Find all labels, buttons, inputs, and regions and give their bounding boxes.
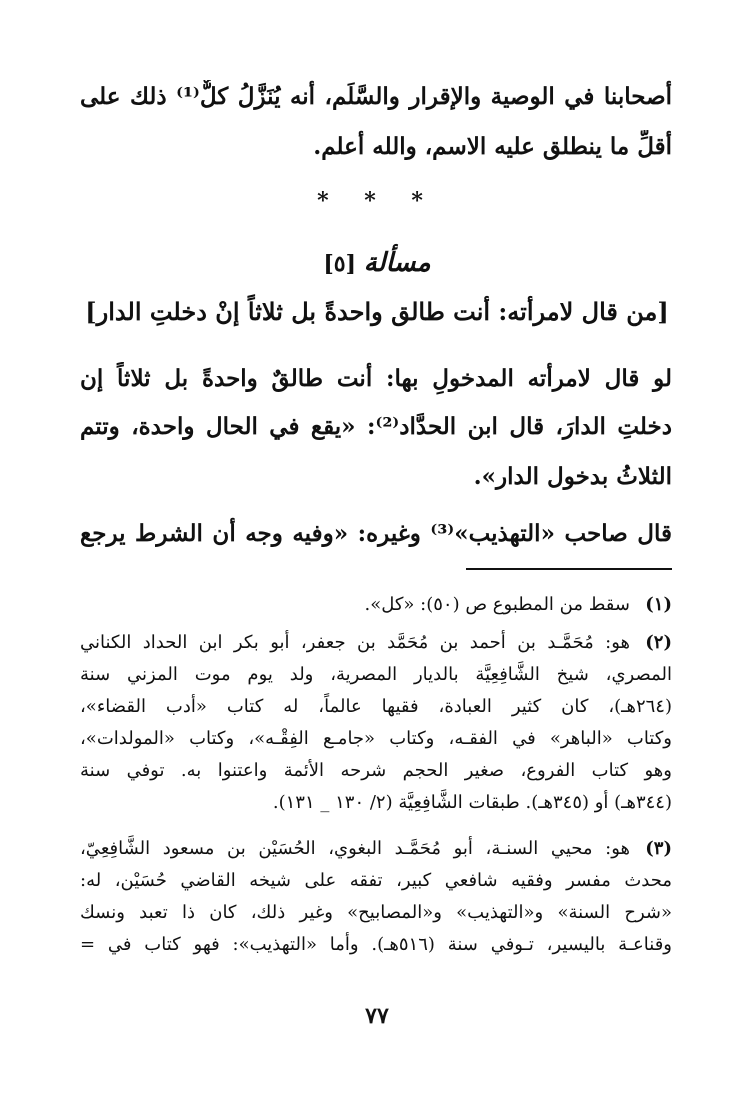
page-number: ٧٧ <box>365 1003 389 1029</box>
body-line-3: لو قال لامرأته المدخولِ بها: أنت طالقٌ واحدةً بل ثلاثاً إن <box>80 365 672 392</box>
masala-title: مسألة <box>363 248 431 278</box>
footnote-line: المصري، شيخ الشَّافِعِيَّة بالديار المصرية، ولد يوم موت المزني سنة <box>80 664 672 685</box>
footnote-line: وقناعـة باليسير، تـوفي سنة (٥١٦هـ). وأما «التهذيب»: فهو كتاب في = <box>80 934 672 955</box>
section-divider: * * * <box>317 188 437 214</box>
masala-heading: [من قال لامرأته: أنت طالق واحدةً بل ثلاثاً إنْ دخلتِ الدار] <box>85 297 669 326</box>
footnote-line: (٣٤٤هـ) أو (٣٤٥هـ). طبقات الشَّافِعِيَّة (٢/ ١٣٠ _ ١٣١). <box>272 792 672 813</box>
footnote-line: هو: مُحَمَّـد بن أحمد بن مُحَمَّد بن جعفر، أبو بكر ابن الحداد الكناني <box>80 632 630 653</box>
footnote-number: (٣) <box>645 838 672 859</box>
footnote-line: هو: محيي السنـة، أبو مُحَمَّـد البغوي، الحُسَيْن بن مسعود الشَّافِعِيّ، <box>80 838 630 859</box>
footnote-number: (١) <box>645 594 672 615</box>
body-line-5: الثلاثُ بدخول الدار». <box>473 463 672 490</box>
body-line-6: قال صاحب «التهذيب»⁽³⁾ وغيره: «وفيه وجه أن الشرط يرجع <box>80 520 672 547</box>
footnote-line: «شرح السنة» و«التهذيب» و«المصابيح» وغير ذلك، كان ذا تعبد ونسك <box>80 902 672 923</box>
footnote-line: (٢٦٤هـ)، كان كثير العبادة، فقيها عالماً، له كتاب «أدب القضاء»، <box>80 696 672 717</box>
masala-number: [٥] <box>323 251 357 277</box>
footnote-number: (٢) <box>645 632 672 653</box>
footnote-separator <box>466 568 672 570</box>
footnote-line: محدث مفسر وفقيه شافعي كبير، تفقه على شيخه القاضي حُسَيْن، له: <box>80 870 672 891</box>
body-line-4: دخلتِ الدارَ، قال ابن الحدَّاد⁽²⁾: «يقع في الحال واحدة، وتتم <box>80 413 672 440</box>
footnote-line: سقط من المطبوع ص (٥٠): «كل». <box>364 594 630 615</box>
footnote-line: وكتاب «الباهر» في الفقـه، وكتاب «جامـع الفِقْـه»، وكتاب «المولدات»، <box>80 728 672 749</box>
body-line-1: أصحابنا في الوصية والإقرار والسَّلَم، أنه يُنَزَّلُ كلٌّ⁽¹⁾ ذلك على <box>80 83 672 110</box>
masala-label <box>0 246 754 281</box>
body-line-2: أقلِّ ما ينطلق عليه الاسم، والله أعلم. <box>313 133 672 160</box>
footnote-line: وهو كتاب الفروع، صغير الحجم شرحه الأئمة واعتنوا به. توفي سنة <box>80 760 672 781</box>
